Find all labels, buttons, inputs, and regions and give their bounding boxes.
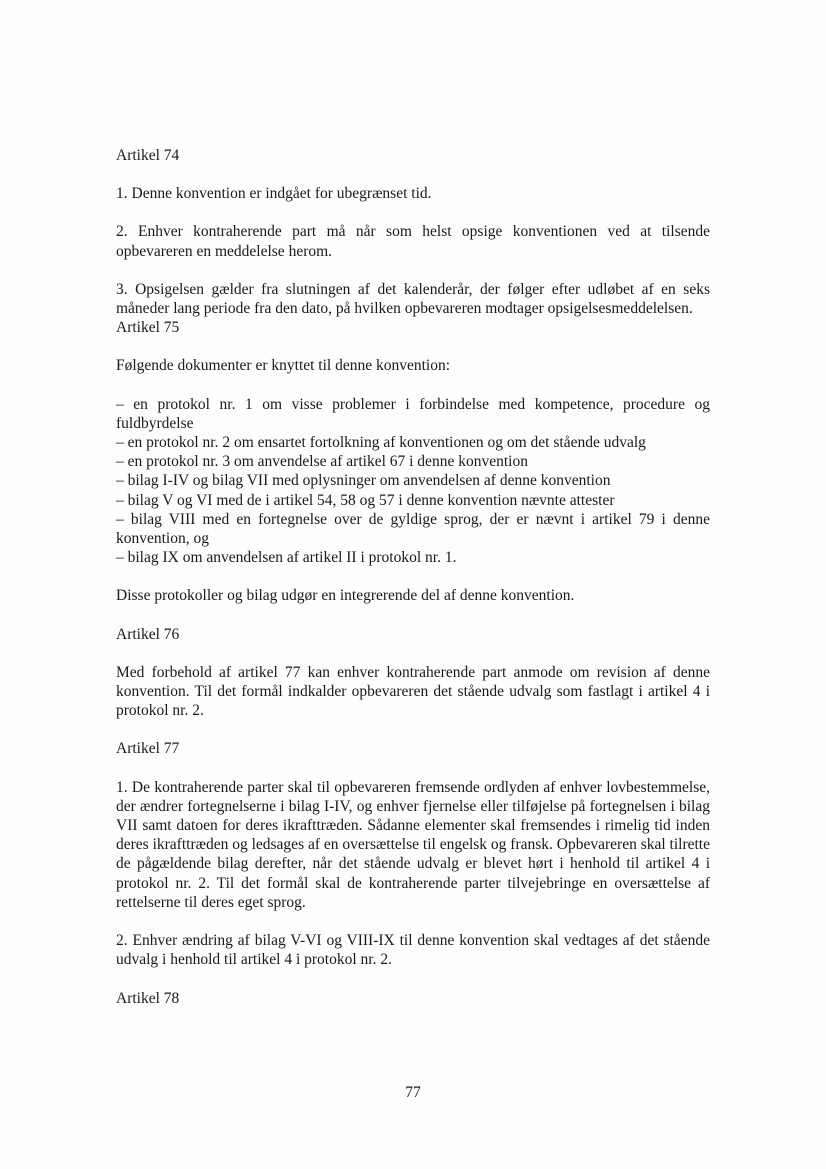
list-item: – en protokol nr. 1 om visse problemer i forbindelse med kompetence, procedure og fuldbyrdelse xyxy=(116,395,710,432)
article-75-intro: Følgende dokumenter er knyttet til denne konvention: xyxy=(116,357,451,375)
article-76-heading: Artikel 76 xyxy=(116,625,180,643)
article-74-paragraph-2: 2. Enhver kontraherende part må når som helst opsige konventionen ved at tilsende opbevareren en meddelelse herom. xyxy=(116,223,710,260)
page-content xyxy=(116,146,710,1008)
article-77-paragraph-1: 1. De kontraherende parter skal til opbevareren fremsende ordlyden af enhver lovbestemmelse, der ændrer fortegnelserne i bilag I-IV, og enhver fjernelse eller tilføjelse på fortegnelsen i bilag VII samt datoen for deres ikrafttræden. Sådanne elementer skal fremsendes i rimelig tid inden deres ikrafttræden og ledsages af en oversættelse til engelsk og fransk. Opbevareren skal tilrette de pågældende bilag derefter, når det stående udvalg er blevet hørt i henhold til artikel 4 i protokol nr. 2. Til det formål skal de kontraherende parter tilvejebringe en oversættelse af rettelserne til deres eget sprog. xyxy=(116,778,710,911)
list-item: – bilag V og VI med de i artikel 54, 58 og 57 i denne konvention nævnte attester xyxy=(116,491,615,509)
list-item: – bilag IX om anvendelsen af artikel II i protokol nr. 1. xyxy=(116,549,457,567)
article-76-paragraph-1: Med forbehold af artikel 77 kan enhver kontraherende part anmode om revision af denne konvention. Til det formål indkalder opbevareren det stående udvalg som fastlagt i artikel 4 i protokol nr. 2. xyxy=(116,663,710,720)
article-77-heading: Artikel 77 xyxy=(116,740,180,758)
list-item: – bilag I-IV og bilag VII med oplysninger om anvendelsen af denne konvention xyxy=(116,472,611,490)
article-75-closing: Disse protokoller og bilag udgør en integrerende del af denne konvention. xyxy=(116,587,575,605)
article-74-paragraph-1: 1. Denne konvention er indgået for ubegrænset tid. xyxy=(116,185,432,203)
page-number: 77 xyxy=(405,1084,421,1101)
list-item: – en protokol nr. 2 om ensartet fortolkning af konventionen og om det stående udvalg xyxy=(116,434,646,452)
list-item: – bilag VIII med en fortegnelse over de gyldige sprog, der er nævnt i artikel 79 i denne konvention, og xyxy=(116,510,710,548)
article-77-paragraph-2: 2. Enhver ændring af bilag V-VI og VIII-IX til denne konvention skal vedtages af det stående udvalg i henhold til artikel 4 i protokol nr. 2. xyxy=(116,932,710,969)
article-75-list xyxy=(116,395,710,568)
article-75-heading: Artikel 75 xyxy=(116,319,180,337)
article-74-paragraph-3: 3. Opsigelsen gælder fra slutningen af det kalenderår, der følger efter udløbet af en seks måneder lang periode fra den dato, på hvilken opbevareren modtager opsigelsesmeddelelsen. xyxy=(116,280,710,318)
article-74-heading: Artikel 74 xyxy=(116,147,180,164)
list-item: – en protokol nr. 3 om anvendelse af artikel 67 i denne konvention xyxy=(116,453,528,471)
article-78-heading: Artikel 78 xyxy=(116,989,180,1007)
